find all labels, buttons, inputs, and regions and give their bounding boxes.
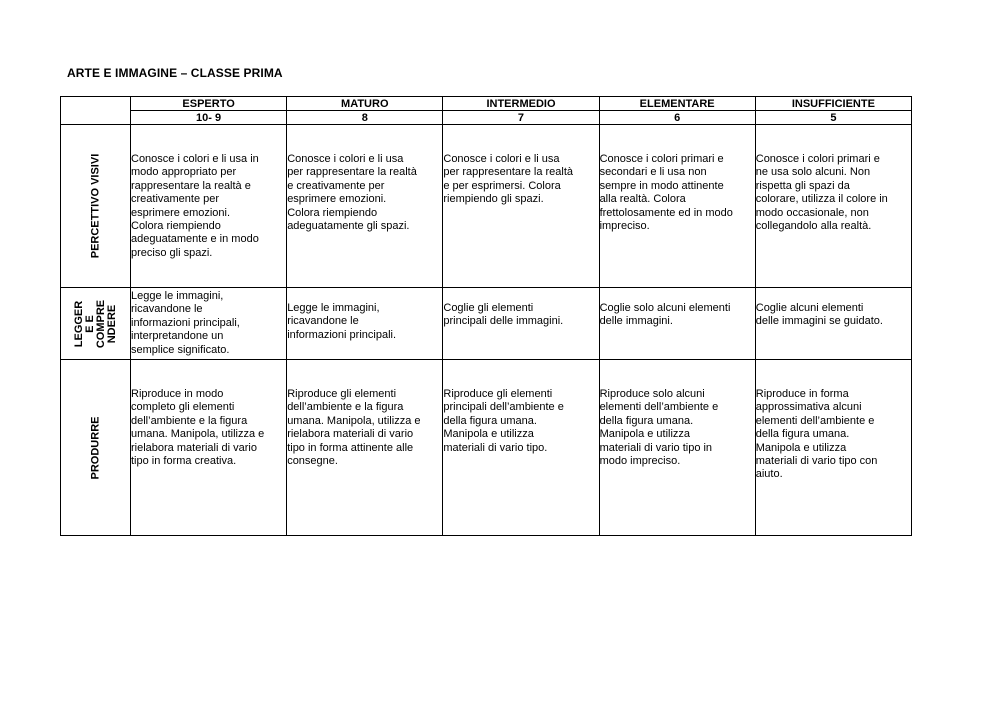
page-title: ARTE E IMMAGINE – CLASSE PRIMA [67,66,283,80]
rubric-cell: Coglie gli elementi principali delle immagini. [443,288,599,360]
rubric-cell: Riproduce gli elementi principali dell’ambiente e della figura umana. Manipola e utilizza materiali di vario tipo. [443,360,599,536]
level-score: 5 [755,111,911,125]
level-name: INTERMEDIO [443,97,599,111]
rubric-cell: Conosce i colori e li usa per rappresentare la realtà e per esprimersi. Colora riempiendo gli spazi. [443,125,599,288]
rubric-cell: Riproduce in forma approssimativa alcuni elementi dell’ambiente e della figura umana. Manipola e utilizza materiali di vario tipo con aiuto. [755,360,911,536]
rubric-cell: Riproduce solo alcuni elementi dell’ambiente e della figura umana. Manipola e utilizza materiali di vario tipo in modo impreciso. [599,360,755,536]
table-row [61,288,912,360]
row-label-cell [61,360,131,536]
rubric-cell: Coglie alcuni elementi delle immagini se guidato. [755,288,911,360]
table-row [61,125,912,288]
row-label: PRODURRE [89,416,101,479]
row-label-cell [61,125,131,288]
rubric-cell: Riproduce in modo completo gli elementi dell’ambiente e la figura umana. Manipola, utilizza e rielabora materiali di vario tipo in forma creativa. [131,360,287,536]
rubric-cell: Coglie solo alcuni elementi delle immagini. [599,288,755,360]
rubric-cell: Conosce i colori primari e secondari e li usa non sempre in modo attinente alla realtà. Colora frettolosamente ed in modo impreciso. [599,125,755,288]
header-row-levels [61,97,912,111]
rubric-table [60,96,912,536]
rubric-cell: Conosce i colori primari e ne usa solo alcuni. Non rispetta gli spazi da colorare, utilizza il colore in modo occasionale, non collegandolo alla realtà. [755,125,911,288]
row-label: LEGGER E E COMPRE NDERE [72,299,118,348]
table-row [61,360,912,536]
rubric-cell: Legge le immagini, ricavandone le informazioni principali. [287,288,443,360]
row-label: PERCETTIVO VISIVI [89,153,101,259]
row-label-cell [61,288,131,360]
rubric-cell: Conosce i colori e li usa per rappresentare la realtà e creativamente per esprimere emozioni. Colora riempiendo adeguatamente gli spazi. [287,125,443,288]
level-name: ESPERTO [131,97,287,111]
level-score: 7 [443,111,599,125]
level-name: ELEMENTARE [599,97,755,111]
level-name: INSUFFICIENTE [755,97,911,111]
rubric-cell: Conosce i colori e li usa in modo appropriato per rappresentare la realtà e creativamente per esprimere emozioni. Colora riempiendo adeguatamente e in modo preciso gli spazi. [131,125,287,288]
header-row-scores [61,111,912,125]
level-score: 10- 9 [131,111,287,125]
level-name: MATURO [287,97,443,111]
rubric-cell: Legge le immagini, ricavandone le informazioni principali, interpretandone un semplice significato. [131,288,287,360]
level-score: 6 [599,111,755,125]
header-corner-cell [61,97,131,125]
level-score: 8 [287,111,443,125]
rubric-cell: Riproduce gli elementi dell’ambiente e la figura umana. Manipola, utilizza e rielabora materiali di vario tipo in forma attinente alle consegne. [287,360,443,536]
